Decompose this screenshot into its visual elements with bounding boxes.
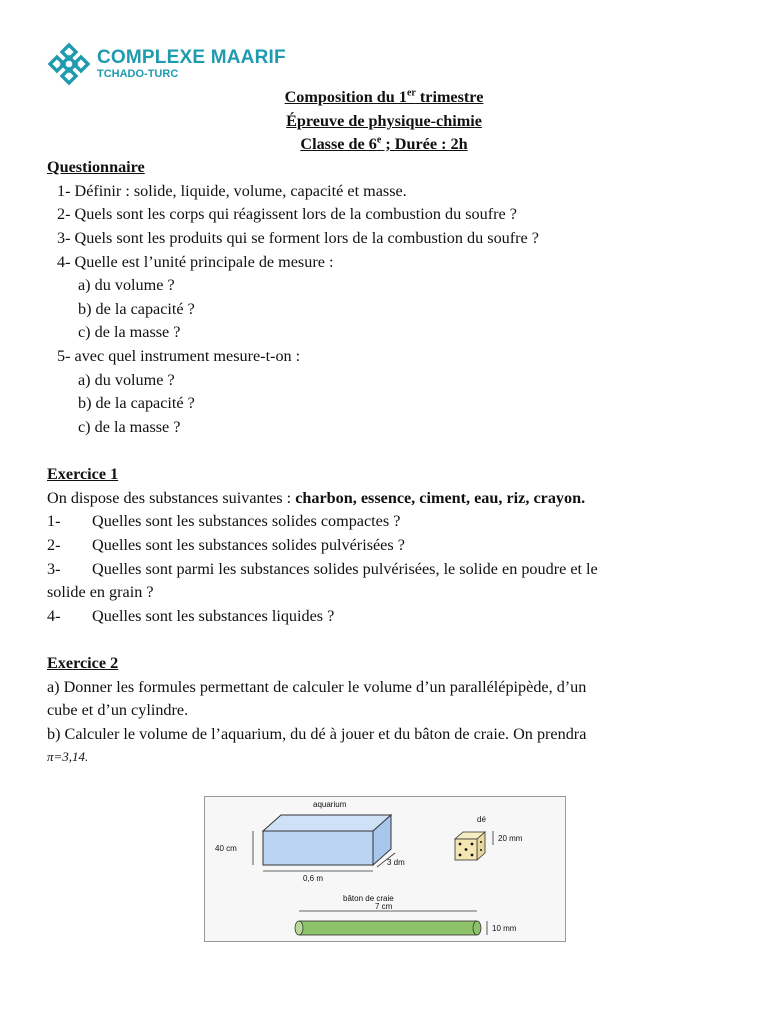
die-size-label: 20 mm — [498, 834, 523, 843]
question-5c: c) de la masse ? — [78, 418, 181, 436]
ex1-q3-continued: solide en grain ? — [47, 583, 154, 601]
exam-subject: Épreuve de physique-chimie — [286, 112, 482, 130]
substances-list: charbon, essence, ciment, eau, riz, crayon. — [295, 489, 586, 507]
aquarium-depth-label: 3 dm — [387, 858, 405, 867]
question-4: 4- Quelle est l’unité principale de mesure : — [57, 253, 334, 271]
question-4b: b) de la capacité ? — [78, 300, 195, 318]
logo — [47, 42, 286, 86]
question-2: 2- Quels sont les corps qui réagissent lors de la combustion du soufre ? — [57, 205, 517, 223]
ex1-q2-number: 2- — [47, 536, 61, 554]
aquarium-height-label: 40 cm — [215, 844, 237, 853]
maarif-logo-icon — [47, 42, 91, 86]
ex2-part-a-line1: a) Donner les formules permettant de calculer le volume d’un parallélépipède, d’un — [47, 678, 587, 696]
logo-name: COMPLEXE MAARIF — [97, 47, 286, 68]
question-5b: b) de la capacité ? — [78, 394, 195, 412]
exam-class-duration: Classe de 6e ; Durée : 2h — [300, 134, 468, 153]
exercice-2-title: Exercice 2 — [47, 654, 119, 672]
questionnaire-title: Questionnaire — [47, 158, 145, 176]
measurement-figure — [204, 796, 566, 942]
pi-value: π=3,14. — [47, 749, 89, 764]
exam-title: Composition du 1er trimestre — [284, 87, 484, 106]
question-5a: a) du volume ? — [78, 371, 175, 389]
ex2-part-a-line2: cube et d’un cylindre. — [47, 701, 189, 719]
ex1-q3: Quelles sont parmi les substances solides pulvérisées, le solide en poudre et le — [92, 560, 598, 578]
question-4c: c) de la masse ? — [78, 323, 181, 341]
question-3: 3- Quels sont les produits qui se forment lors de la combustion du soufre ? — [57, 229, 539, 247]
ex1-q3-number: 3- — [47, 560, 61, 578]
ex1-q1-number: 1- — [47, 512, 61, 530]
ex1-q4: Quelles sont les substances liquides ? — [92, 607, 335, 625]
ex1-q4-number: 4- — [47, 607, 61, 625]
question-1: 1- Définir : solide, liquide, volume, capacité et masse. — [57, 182, 407, 200]
chalk-label: bâton de craie — [343, 894, 394, 903]
ex1-q1: Quelles sont les substances solides compactes ? — [92, 512, 401, 530]
ex1-q2: Quelles sont les substances solides pulvérisées ? — [92, 536, 405, 554]
exercice-1-intro: On dispose des substances suivantes : charbon, essence, ciment, eau, riz, crayon. — [47, 489, 586, 507]
logo-subtitle: TCHADO-TURC — [97, 68, 179, 80]
exercice-1-title: Exercice 1 — [47, 465, 119, 483]
aquarium-width-label: 0,6 m — [303, 874, 324, 883]
die-label: dé — [477, 815, 486, 824]
chalk-length-label: 7 cm — [375, 902, 393, 911]
aquarium-label: aquarium — [313, 800, 347, 809]
chalk-diameter-label: 10 mm — [492, 924, 517, 933]
question-5: 5- avec quel instrument mesure-t-on : — [57, 347, 301, 365]
aquarium-box — [263, 815, 391, 865]
ex2-part-b-line1: b) Calculer le volume de l’aquarium, du dé à jouer et du bâton de craie. On prendra — [47, 725, 587, 743]
die-cube — [455, 832, 485, 860]
chalk-stick — [295, 921, 481, 935]
question-4a: a) du volume ? — [78, 276, 175, 294]
